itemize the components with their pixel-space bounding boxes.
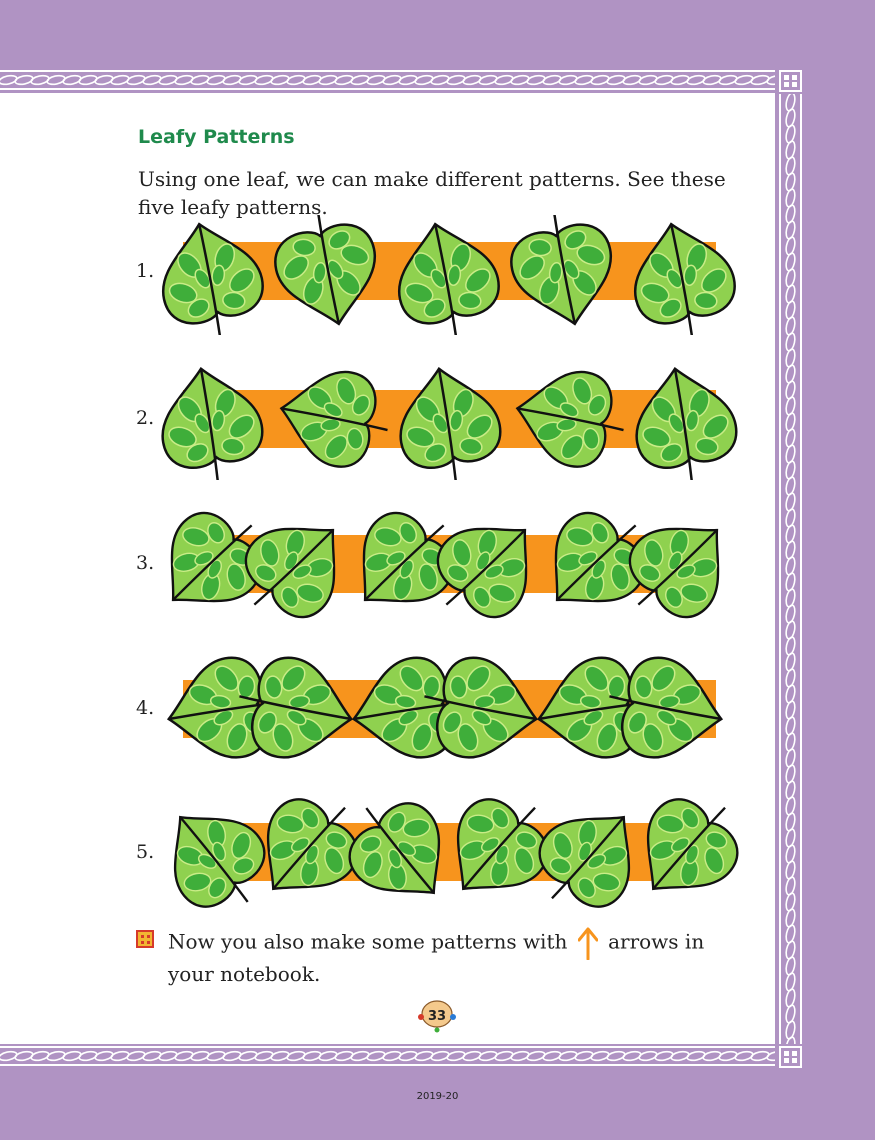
bottom-border-rope [0, 1048, 775, 1064]
pattern-5-leaves [150, 793, 750, 913]
pattern-4-leaves [150, 650, 750, 770]
up-arrow-icon [578, 926, 598, 960]
note-text-end: arrows in your notebook. [168, 929, 705, 986]
bottom-border [0, 1046, 775, 1066]
leaf-icon [266, 215, 388, 334]
pattern-3-leaves [150, 505, 750, 625]
right-border-rope [781, 94, 800, 1044]
leaf-icon [386, 215, 508, 335]
leaf-icon [622, 215, 744, 335]
year-footer: 2019-20 [416, 1091, 459, 1102]
pattern-2-leaves [150, 360, 750, 480]
top-border [0, 70, 775, 90]
intro-text: Using one leaf, we can make different patterns. See these five leafy patterns. [138, 167, 726, 219]
pattern-number: 5. [136, 841, 155, 863]
pattern-1-leaves [150, 215, 750, 335]
corner-ornament-bottom [779, 1046, 802, 1068]
leaf-icon [150, 215, 272, 335]
page-number-badge [414, 995, 460, 1035]
badge-flower-icon [450, 1014, 456, 1020]
page-number: 33 [427, 1009, 447, 1024]
pattern-number: 4. [136, 697, 155, 719]
pattern-number: 1. [136, 260, 155, 282]
right-border [779, 94, 802, 1044]
badge-flower-icon [418, 1014, 424, 1020]
corner-ornament-top [779, 70, 802, 92]
leaf-icon [502, 215, 624, 334]
note-text-start: Now you also make some patterns with [168, 929, 568, 954]
section-heading: Leafy Patterns [138, 126, 295, 148]
pattern-number: 2. [136, 407, 155, 429]
badge-flower-icon [435, 1028, 440, 1033]
pattern-number: 3. [136, 552, 155, 574]
note-text [168, 926, 748, 988]
top-border-rope [0, 72, 775, 88]
bullet-dice-icon [136, 930, 154, 948]
